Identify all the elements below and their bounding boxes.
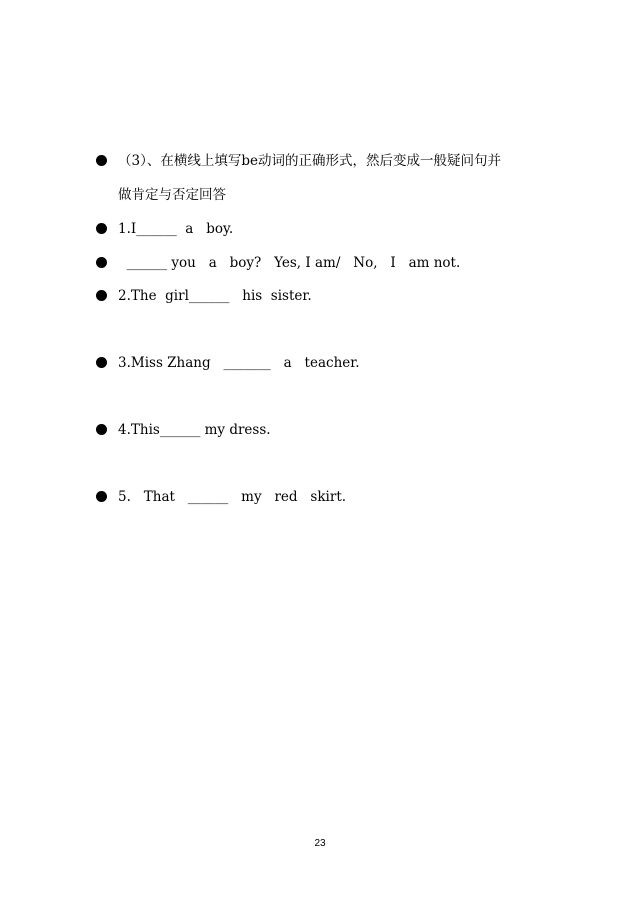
instruction-text: （3）、在横线上填写be动词的正确形式，然后变成一般疑问句并 bbox=[118, 153, 501, 169]
exercise-item-5 bbox=[96, 487, 566, 567]
page-number: 23 bbox=[314, 838, 326, 849]
exercise-text: 2.The girl______ his sister. bbox=[118, 288, 312, 304]
exercise-text: 1.I______ a boy. bbox=[118, 221, 234, 237]
bullet-icon bbox=[96, 223, 107, 234]
exercise-text: 3.Miss Zhang _______ a teacher. bbox=[118, 355, 360, 371]
instruction-text-continued: 做肯定与否定回答 bbox=[118, 187, 226, 203]
bullet-icon bbox=[96, 424, 107, 435]
exercise-text: 4.This______ my dress. bbox=[118, 422, 271, 438]
bullet-icon bbox=[96, 257, 107, 268]
exercise-text: 5. That ______ my red skirt. bbox=[118, 489, 347, 505]
bullet-icon bbox=[96, 491, 107, 502]
bullet-icon bbox=[96, 357, 107, 368]
bullet-icon bbox=[96, 290, 107, 301]
exercise-text: ______ you a boy? Yes, I am/ No, I am not. bbox=[118, 255, 461, 271]
bullet-icon bbox=[96, 155, 107, 166]
